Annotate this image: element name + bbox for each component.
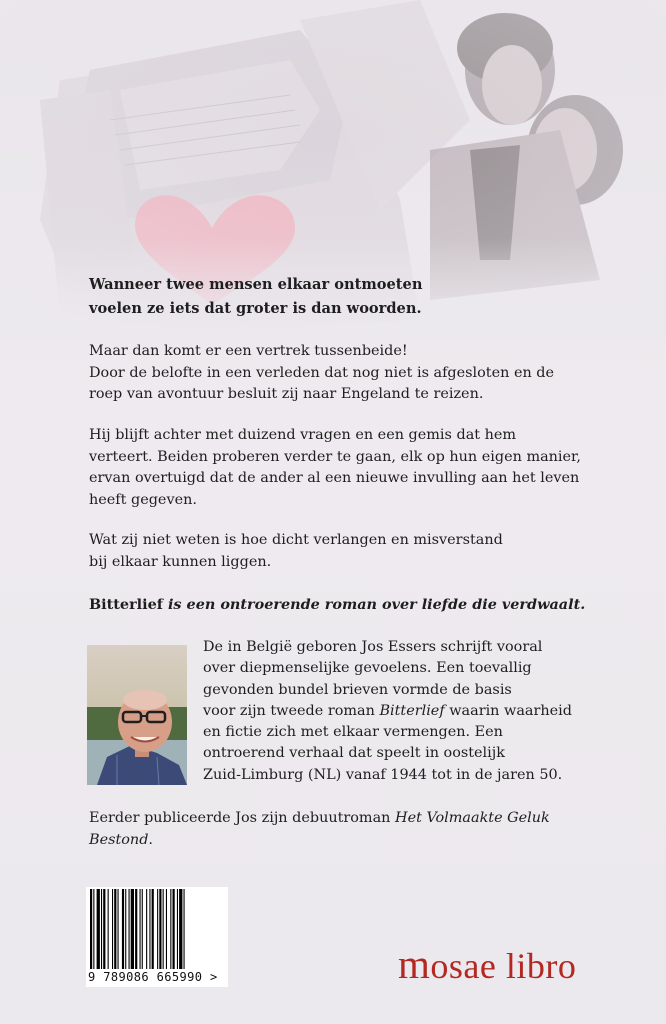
- barcode-bar: [142, 889, 143, 969]
- text-line: Eerder publiceerde Jos zijn debuutroman: [89, 810, 396, 826]
- text-line: heeft gegeven.: [89, 491, 197, 508]
- text-line: roep van avontuur besluit zij naar Engeland te reizen.: [89, 386, 484, 402]
- intro-text: [89, 273, 629, 321]
- barcode-bar: [129, 889, 130, 969]
- barcode-bar: [173, 889, 175, 969]
- text-line: .: [148, 831, 153, 848]
- publisher-logo-rest: osae libro: [430, 946, 577, 986]
- barcode-bar: [103, 889, 105, 969]
- barcode-digits: 9 789086 665990 >: [88, 970, 218, 984]
- barcode-bar: [114, 889, 116, 969]
- text-line: Zuid-Limburg (NL) vanaf 1944 tot in de jaren 50.: [203, 766, 563, 783]
- barcode-bar: [118, 889, 119, 969]
- paragraph-departure: [89, 341, 629, 406]
- barcode-bar: [163, 889, 164, 969]
- debut-title: Het Volmaakte Geluk: [395, 810, 550, 826]
- text-line: Hij blijft achter met duizend vragen en een gemis dat hem: [89, 427, 517, 443]
- text-line: ervan overtuigd dat de ander al een nieuwe invulling aan het leven: [89, 470, 580, 486]
- barcode-bar: [97, 889, 100, 969]
- text-line: ontroerend verhaal dat speelt in oostelijk: [203, 745, 505, 762]
- barcode-bar: [184, 889, 185, 969]
- tagline-text: is een ontroerende roman over liefde die verdwaalt.: [162, 596, 586, 613]
- author-photo: [87, 645, 187, 785]
- text-line: en fictie zich met elkaar vermengen. Een: [203, 724, 503, 741]
- text-line: gevonden bundel brieven vormde de basis: [203, 681, 512, 698]
- barcode-bar: [112, 889, 113, 969]
- barcode-bar: [177, 889, 178, 969]
- paragraph-left-behind: [89, 425, 629, 511]
- barcode-bar: [159, 889, 161, 969]
- barcode-bar: [122, 889, 124, 969]
- text-line: verteert. Beiden proberen verder te gaan, elk op hun eigen manier,: [89, 448, 581, 465]
- publisher-logo-m: m: [398, 941, 431, 987]
- barcode-bar: [101, 889, 102, 969]
- publisher-logo: [398, 940, 618, 990]
- text-line: voor zijn tweede roman: [203, 702, 380, 719]
- intro-line: voelen ze iets dat groter is dan woorden.: [89, 300, 422, 317]
- debut-title: Bestond: [89, 831, 149, 848]
- text-line: Maar dan komt er een vertrek tussenbeide!: [89, 343, 408, 359]
- text-line: bij elkaar kunnen liggen.: [89, 553, 272, 570]
- barcode-bar: [140, 889, 141, 969]
- barcode-bar: [149, 889, 150, 969]
- earlier-publication: [89, 808, 629, 851]
- tagline: [89, 594, 629, 616]
- book-title: Bitterlief: [89, 596, 163, 613]
- paragraph-misunderstanding: [89, 530, 629, 573]
- barcode-bar: [90, 889, 92, 969]
- text-line: Wat zij niet weten is hoe dicht verlangen en misverstand: [89, 532, 503, 548]
- barcode-bar: [170, 889, 171, 969]
- text-line: Door de belofte in een verleden dat nog niet is afgesloten en de: [89, 364, 555, 381]
- barcode-bar: [131, 889, 134, 969]
- barcode-bar: [146, 889, 147, 969]
- book-title: Bitterlief: [379, 702, 445, 719]
- text-line: waarin waarheid: [444, 702, 572, 719]
- barcode-bar: [166, 889, 167, 969]
- barcode-bar: [157, 889, 158, 969]
- publisher-logo-text: [398, 940, 576, 988]
- barcode-bar: [93, 889, 94, 969]
- barcode-bar: [125, 889, 126, 969]
- author-bio: [203, 637, 623, 786]
- barcode-bar: [108, 889, 109, 969]
- intro-line: Wanneer twee mensen elkaar ontmoeten: [89, 276, 423, 293]
- barcode-bar: [135, 889, 137, 969]
- barcode-bar: [152, 889, 154, 969]
- barcode-bar: [179, 889, 182, 969]
- text-line: De in België geboren Jos Essers schrijft vooral: [203, 639, 543, 655]
- text-line: over diepmenselijke gevoelens. Een toevallig: [203, 660, 532, 677]
